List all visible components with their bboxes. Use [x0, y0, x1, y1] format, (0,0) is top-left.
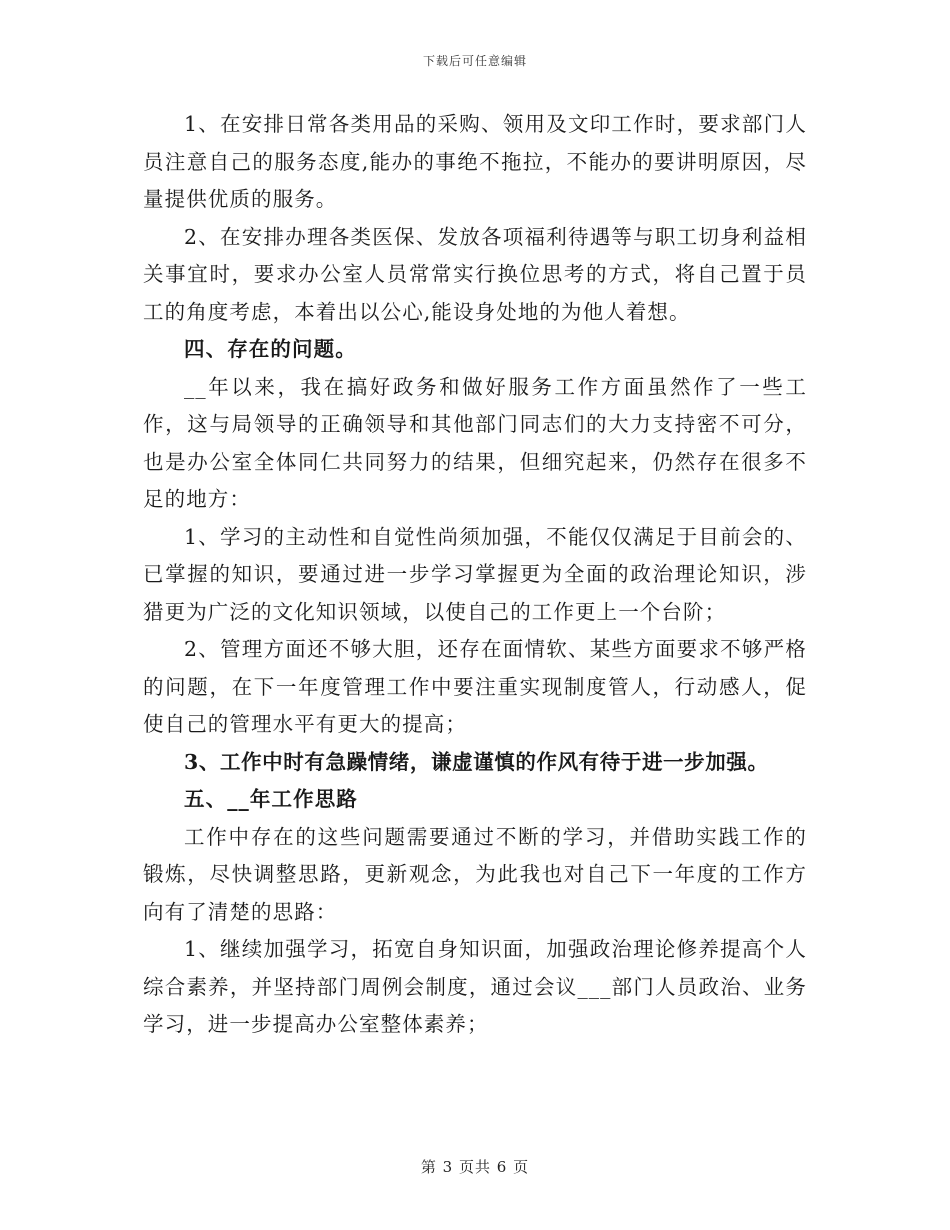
page-number: 第 3 页共 6 页 — [420, 1158, 530, 1176]
paragraph-problem-management: 2、管理方面还不够大胆，还存在面情软、某些方面要求不够严格的问题，在下一年度管理工作中要注重实现制度管人，行动感人，促使自己的管理水平有更大的提高； — [143, 637, 807, 736]
paragraph-plan-intro: 工作中存在的这些问题需要通过不断的学习，并借助实践工作的锻炼，尽快调整思路，更新观念，为此我也对自己下一年度的工作方向有了清楚的思路： — [143, 824, 807, 924]
page-header: 下载后可任意编辑 — [422, 54, 527, 68]
paragraph-problem-study: 1、学习的主动性和自觉性尚须加强，不能仅仅满足于目前会的、已掌握的知识，要通过进一步学习掌握更为全面的政治理论知识，涉猎更为广泛的文化知识领域，以使自己的工作更上一个台阶； — [143, 524, 807, 624]
section-heading-work-plan: 五、__年工作思路 — [184, 787, 358, 811]
document-body — [143, 106, 807, 1044]
paragraph-problem-temper: 3、工作中时有急躁情绪，谦虚谨慎的作风有待于进一步加强。 — [184, 749, 769, 774]
paragraph-welfare-affairs: 2、在安排办理各类医保、发放各项福利待遇等与职工切身利益相关事宜时，要求办公室人员常常实行换位思考的方式，将自己置于员工的角度考虑，本着出以公心,能设身处地的为他人着想。 — [143, 224, 807, 324]
section-heading-problems: 四、存在的问题。 — [184, 337, 357, 361]
paragraph-service-attitude: 1、在安排日常各类用品的采购、领用及文印工作时，要求部门人员注意自己的服务态度,能办的事绝不拖拉，不能办的要讲明原因，尽量提供优质的服务。 — [143, 112, 807, 211]
paragraph-problems-intro: __年以来，我在搞好政务和做好服务工作方面虽然作了一些工作，这与局领导的正确领导和其他部门同志们的大力支持密不可分，也是办公室全体同仁共同努力的结果，但细究起来，仍然存在很多不足的地方： — [143, 374, 807, 511]
paragraph-plan-study: 1、继续加强学习，拓宽自身知识面，加强政治理论修养提高个人综合素养，并坚持部门周例会制度，通过会议___部门人员政治、业务学习，进一步提高办公室整体素养； — [143, 937, 807, 1036]
